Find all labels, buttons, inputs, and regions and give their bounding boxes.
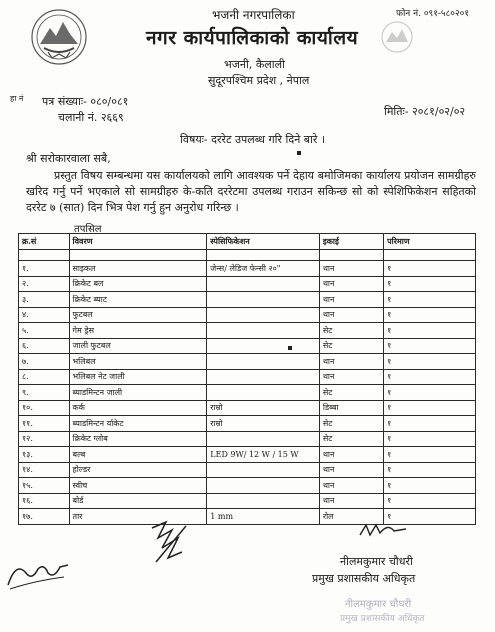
cell-quantity: १ (384, 261, 476, 277)
table-row (19, 276, 476, 292)
cell-description: बल्ब (69, 447, 207, 463)
table-row (19, 431, 476, 447)
cell-unit: थान (319, 354, 383, 370)
cell-description: स्वीच (69, 478, 207, 494)
cell-unit: सेट (319, 323, 383, 339)
cell-description: गेम ड्रेस (69, 323, 207, 339)
table-row (19, 493, 476, 509)
table-row (19, 385, 476, 401)
cell-serial: १०. (19, 400, 70, 416)
cell-specification: राम्रो (207, 416, 320, 432)
cell-description: होल्डर (69, 462, 207, 478)
cell-description: क्रिकेट ब्याट (69, 292, 207, 308)
ink-dot (297, 151, 301, 155)
cell-serial: ११. (19, 416, 70, 432)
cell-description: जाली फुटबल (69, 338, 207, 354)
details-heading: तपसिल (74, 224, 102, 235)
cell-serial: १२. (19, 431, 70, 447)
left-signature (4, 555, 70, 591)
header-specification: स्पेसिफिकेशन (207, 234, 320, 250)
table-row (19, 292, 476, 308)
cell-unit: सेट (319, 385, 383, 401)
table-row (19, 400, 476, 416)
cell-description: क्रिकेट ग्लोब (69, 431, 207, 447)
table-row-blank (19, 250, 476, 261)
cell-quantity: १ (384, 478, 476, 494)
cell-serial: २. (19, 276, 70, 292)
cell-specification (207, 431, 320, 447)
cell-description: फुटबल (69, 307, 207, 323)
table-body (19, 250, 476, 525)
cell-description: तार (69, 509, 207, 525)
cell-quantity: १ (384, 509, 476, 525)
cell-quantity: १ (384, 338, 476, 354)
cell-serial: ८. (19, 369, 70, 385)
cell-serial: ४. (19, 307, 70, 323)
specification-table (18, 233, 476, 525)
cell-quantity: १ (384, 276, 476, 292)
cell-serial: ५. (19, 323, 70, 339)
cell-specification (207, 276, 320, 292)
cell-serial: ९. (19, 385, 70, 401)
office-title: नगर कार्यपालिकाको कार्यालय (146, 27, 359, 49)
cell-unit: सेट (319, 416, 383, 432)
cell-serial: १. (19, 261, 70, 277)
cell-serial: ६. (19, 338, 70, 354)
cell-quantity: १ (384, 400, 476, 416)
cell-quantity: १ (384, 354, 476, 370)
table-row (19, 369, 476, 385)
signatory-name: नीलमकुमार चौधरी (340, 555, 413, 568)
cell-specification: LED 9W/ 12 W / 15 W (207, 447, 320, 463)
cell-serial: १३. (19, 447, 70, 463)
table-cell (19, 250, 70, 261)
cell-description: ब्याडमिन्टन जाली (69, 385, 207, 401)
cell-description: भलिबल (69, 354, 207, 370)
table-row (19, 261, 476, 277)
cell-specification: जेन्स/ लेडिज फेन्सी २०" (207, 261, 320, 277)
cell-description: कर्क (69, 400, 207, 416)
table-row (19, 447, 476, 463)
cell-serial: १५. (19, 478, 70, 494)
table-row (19, 462, 476, 478)
cell-description: साइकल (69, 261, 207, 277)
cell-quantity: १ (384, 292, 476, 308)
cell-specification: 1 mm (207, 509, 320, 525)
cell-specification (207, 478, 320, 494)
cell-serial: १४. (19, 462, 70, 478)
office-place: भजनी, कैलाली (224, 58, 285, 71)
cell-specification: राम्रो (207, 400, 320, 416)
cell-serial: ७. (19, 354, 70, 370)
table-row (19, 338, 476, 354)
cell-unit: थान (319, 261, 383, 277)
cell-specification (207, 354, 320, 370)
header-unit: इकाई (319, 234, 383, 250)
cell-serial: ३. (19, 292, 70, 308)
table-row (19, 307, 476, 323)
cell-specification (207, 307, 320, 323)
signatory-title: प्रमुख प्रशासकीय अधिकृत (312, 572, 416, 585)
cell-quantity: १ (384, 462, 476, 478)
cell-quantity: १ (384, 323, 476, 339)
cell-quantity: १ (384, 447, 476, 463)
cell-specification (207, 292, 320, 308)
cell-specification (207, 385, 320, 401)
table-cell (384, 250, 476, 261)
dispatch-number: चलानी नं. २६६९ (58, 111, 124, 124)
cell-unit: थान (319, 447, 383, 463)
header-description: विवरण (69, 234, 207, 250)
cell-serial: १६. (19, 493, 70, 509)
table-header-row (19, 234, 476, 250)
cell-unit: सेट (319, 431, 383, 447)
table-cell (69, 250, 207, 261)
cell-specification (207, 493, 320, 509)
ink-dot (288, 346, 292, 350)
cell-unit: सेट (319, 338, 383, 354)
handwritten-note: हा नं (10, 94, 24, 103)
office-province: सुदूरपश्चिम प्रदेश , नेपाल (208, 74, 310, 87)
cell-description: क्रिकेट बल (69, 276, 207, 292)
letter-subject: विषयः- दररेट उपलब्ध गरि दिने बारे । (180, 133, 326, 146)
cell-unit: थान (319, 493, 383, 509)
table-cell (207, 250, 320, 261)
cell-description: बोर्ड (69, 493, 207, 509)
header-serial: क्र.सं (19, 234, 70, 250)
faint-emblem-icon (380, 20, 414, 54)
letter-number: पत्र संख्याः- ०८०/०८१ (42, 95, 129, 108)
cell-quantity: १ (384, 385, 476, 401)
cell-unit: थान (319, 369, 383, 385)
emblem-logo (30, 8, 88, 66)
cell-unit: थान (319, 276, 383, 292)
letter-body: प्रस्तुत विषय सम्बन्धमा यस कार्यालयको लागि आवश्यक पर्ने देहाय बमोजिमका कार्यालय प्रयोजन सामग्रीहरु खरिद गर्नु पर्ने भएकाले सो सामग्रीहरु के-कति दररेटमा उपलब्ध गराउन सकिन्छ सो को स्पेशिफिकेशन सहितको दररेट ७ (सात) दिन भित्र पेश गर्नु हुन अनुरोध गरिन्छ । (26, 169, 476, 214)
stamp-title: प्रमुख प्रशासकीय अधिकृत (340, 614, 425, 624)
cell-specification (207, 369, 320, 385)
table-row (19, 323, 476, 339)
cell-unit: डिब्बा (319, 400, 383, 416)
cell-quantity: १ (384, 416, 476, 432)
cell-unit: थान (319, 478, 383, 494)
cell-quantity: १ (384, 431, 476, 447)
officer-signature (358, 519, 408, 541)
cell-specification (207, 323, 320, 339)
letter-date: मितिः- २०८१/०२/०२ (384, 105, 466, 118)
stamp-name: नीलमकुमार चौधरी (345, 599, 412, 610)
cell-specification (207, 338, 320, 354)
municipality-name: भजनी नगरपालिका (212, 8, 295, 22)
cell-unit: रोल (319, 509, 383, 525)
table-cell (319, 250, 383, 261)
cell-description: ब्याडमिन्टन र्याकेट (69, 416, 207, 432)
cell-serial: १७. (19, 509, 70, 525)
table-row (19, 478, 476, 494)
cell-quantity: १ (384, 307, 476, 323)
cell-unit: थान (319, 292, 383, 308)
table-row (19, 354, 476, 370)
cell-unit: थान (319, 462, 383, 478)
table-row (19, 416, 476, 432)
cell-quantity: १ (384, 369, 476, 385)
cell-description: भलिबल नेट जाली (69, 369, 207, 385)
cell-specification (207, 462, 320, 478)
initial-signature (148, 518, 190, 566)
phone-number: फोन नं. ०९१-५८०२०१ (396, 9, 470, 19)
cell-unit: थान (319, 307, 383, 323)
cell-quantity: १ (384, 493, 476, 509)
header-quantity: परिमाण (384, 234, 476, 250)
letter-addressee: श्री सरोकारवाला सबै, (26, 152, 111, 165)
